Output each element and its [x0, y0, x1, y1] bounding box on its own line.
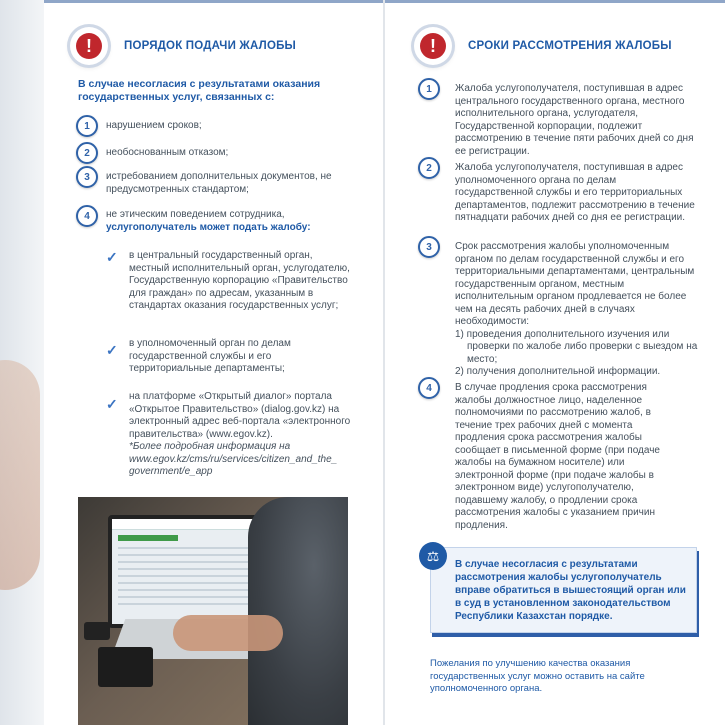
exclamation-icon: !	[70, 27, 108, 65]
number-badge-2: 2	[418, 157, 440, 179]
notice-box	[426, 547, 697, 633]
exclamation-icon: !	[414, 27, 452, 65]
left-check-1: в центральный государственный орган, местный исполнительный орган, услугодателю, Государственную корпорацию «Правительство для граждан» по адресам, указанным в стандартах оказания государственных услуг;	[129, 250, 350, 311]
left-header	[70, 27, 296, 65]
number-badge-1: 1	[76, 115, 98, 137]
checkmark-icon: ✓	[106, 396, 118, 412]
left-item-4-text: не этическим поведением сотрудника,	[106, 209, 285, 220]
panel-divider	[383, 0, 385, 725]
left-item-2: необоснованным отказом;	[106, 147, 229, 158]
left-title: ПОРЯДОК ПОДАЧИ ЖАЛОБЫ	[124, 40, 297, 52]
number-badge-2: 2	[76, 142, 98, 164]
left-check-3	[129, 391, 354, 479]
right-item-3-sub1: 1) проведения дополнительного изучения или проверки по жалобе либо проверки с выездом на место;	[455, 328, 698, 365]
left-fold-photo	[0, 0, 44, 725]
number-badge-4: 4	[418, 377, 440, 399]
number-badge-4: 4	[76, 205, 98, 227]
left-item-4	[106, 209, 366, 234]
right-item-3	[455, 241, 698, 379]
left-check-2: в уполномоченный орган по делам государственной службы и его территориальные департаменты;	[129, 338, 291, 374]
right-title: СРОКИ РАССМОТРЕНИЯ ЖАЛОБЫ	[468, 40, 672, 52]
hands-shape	[173, 615, 283, 651]
checkmark-icon: ✓	[106, 342, 118, 358]
left-item-1: нарушением сроков;	[106, 120, 202, 131]
left-check-3-note: *Более подробная информация на www.egov.kz/cms/ru/services/citizen_and_the_ government/e_app	[129, 441, 338, 477]
left-item-4-accent: услугополучатель может подать жалобу:	[106, 221, 311, 233]
number-badge-3: 3	[418, 236, 440, 258]
checkmark-icon: ✓	[106, 249, 118, 265]
right-item-3-sub2: 2) получения дополнительной информации.	[455, 366, 661, 377]
person-shape	[248, 497, 348, 725]
right-header	[414, 27, 672, 65]
right-item-1: Жалоба услугополучателя, поступившая в адрес центрального государственного органа, местного исполнительного органа, услугодателя, Государственной корпорации, подлежит рассмотрению в течение пяти рабочих дней со дня ее регистрации.	[455, 83, 694, 157]
laptop-photo	[78, 497, 348, 725]
right-item-4: В случае продления срока рассмотрения жалобы должностное лицо, наделенное полномочиями по рассмотрению жалоб, в течение трех рабочих дней с момента продления срока рассмотрения жалобы сообщает в письменной форме (при подаче жалобы на бумажном носителе) или электронной форме (при подаче жалобы в электронном виде) услугополучателю, подавшему жалобу, о продлении срока рассмотрения жалобы с указанием причин продления.	[455, 382, 660, 531]
footer-text: Пожелания по улучшению качества оказания государственных услуг можно оставить на сайте уполномоченного органа.	[430, 658, 645, 694]
laptop-screen	[108, 515, 266, 628]
number-badge-3: 3	[76, 166, 98, 188]
left-check-3-text: на платформе «Открытый диалог» портала «Открытое Правительство» (dialog.gov.kz) на электронный адрес веб-портала «электронного правительства» (www.egov.kz).	[129, 391, 351, 440]
notice-text: В случае несогласия с результатами рассмотрения жалобы услугополучатель вправе обратиться в вышестоящий орган или в суд в установленном законодательством Республики Казахстан порядке.	[455, 559, 686, 622]
number-badge-1: 1	[418, 78, 440, 100]
phone-shape	[84, 622, 110, 640]
notebook-shape	[98, 647, 153, 687]
right-item-2: Жалоба услугополучателя, поступившая в адрес уполномоченного органа по делам государственной службы и его территориальных департаментов, подлежит рассмотрению в течение пятнадцати рабочих дней со дня ее регистрации.	[455, 162, 695, 223]
left-item-3: истребованием дополнительных документов, не предусмотренных стандартом;	[106, 171, 332, 195]
left-intro: В случае несогласия с результатами оказания государственных услуг, связанных с:	[78, 78, 321, 103]
right-item-3-text: Срок рассмотрения жалобы уполномоченным органом по делам государственной службы и его территориальными департаментами, центральным государственным органом, местным исполнительным органом продлевается не более чем на десять рабочих дней в случаях необходимости:	[455, 241, 695, 327]
gavel-icon: ⚖	[419, 542, 447, 570]
hand-photo-fragment	[0, 360, 40, 590]
